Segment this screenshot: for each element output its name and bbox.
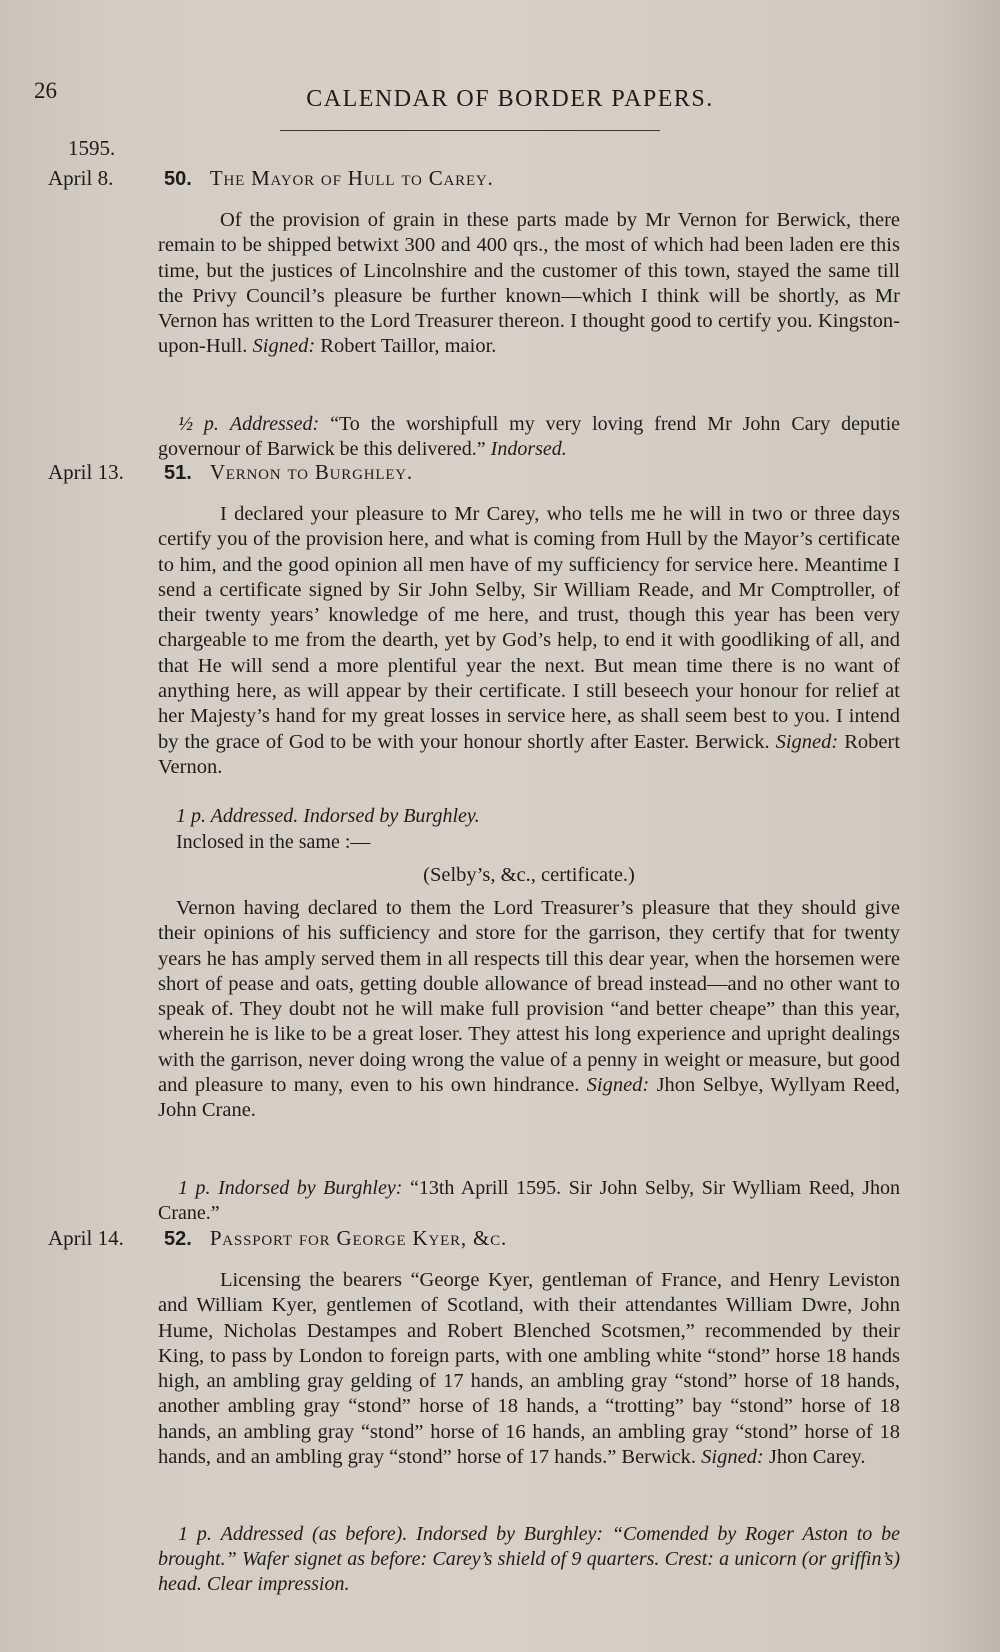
entry-body: Of the provision of grain in these parts made by Mr Vernon for Berwick, there remain to be shipped betwixt 300 and 400 qrs., the most of which had been laden ere this time, but the justices of Lincolnshire and the customer of this town, stayed the same till the Privy Council’s pleasure be further known—which I think will be shortly, as Mr Vernon has written to the Lord Treasurer thereon. I thought good to certify you. Kingston-upon-Hull. Signed: Robert Taillor, maior. — [158, 209, 900, 358]
entry-note: 1 p. Addressed. Indorsed by Burghley. — [176, 805, 480, 827]
entry-title: Vernon to Burghley. — [209, 460, 413, 484]
entry-heading — [164, 166, 494, 191]
year-label: 1595. — [68, 136, 116, 160]
entry-body: Licensing the bearers “George Kyer, gentleman of France, and Henry Leviston and William Kyer, gentlemen of Scotland, with their attendantes William Dwre, John Hume, Nicholas Destampes and Robert Blenched Scotsmen,” recommended by their King, to pass by London to foreign parts, with one ambling white “stond” horse 18 hands high, an ambling gray gelding of 17 hands, an ambling gray “stond” horse of 18 hands, another ambling gray “stond” horse of 18 hands, a “trotting” bay “stond” horse of 18 hands, an ambling gray “stond” horse of 16 hands, an ambling gray “stond” horse of 18 hands, and an ambling gray “stond” horse of 17 hands.” Berwick. Signed: Jhon Carey. — [158, 1269, 900, 1469]
page-number: 26 — [34, 78, 57, 103]
entry-note: ½ p. Addressed: “To the worshipfull my very loving frend Mr John Cary deputie governour of Barwick be this delivered.” Indorsed. — [158, 413, 901, 460]
enclosure-intro: Inclosed in the same :— — [176, 831, 371, 853]
page-header — [0, 72, 1000, 112]
entry-title: The Mayor of Hull to Carey. — [209, 166, 494, 190]
entry-body: I declared your pleasure to Mr Carey, who tells me he will in two or three days certify you of the provision here, and what is coming from Hull by the Mayor’s certificate to him, and the good opinion all men have of my sufficiency for service here. Meantime I send a certificate signed by Sir John Selby, Sir William Reade, and Mr Comptroller, of their twenty years’ knowledge of me here, and trust, though this year has been very chargeable to me from the dearth, yet by God’s help, to end it with goodliking of all, and that He will send a more plentiful year the next. But mean time there is no want of anything here, as will appear by their certificate. I still beseech your honour for relief at her Majesty’s hand for my great losses in service here, as shall seem best to you. I intend by the grace of God to be with your honour shortly after Easter. Berwick. Signed: Robert Vernon. — [158, 503, 901, 778]
running-title: CALENDAR OF BORDER PAPERS. — [306, 86, 714, 112]
header-rule — [280, 130, 660, 131]
entry-note: 1 p. Addressed (as before). Indorsed by Burghley: “Comended by Roger Aston to be brought.” Wafer signet as before: Carey’s shield of 9 quarters. Crest: a unicorn (or griffin’s) head. Clear impression. — [158, 1523, 900, 1595]
enclosure-body: Vernon having declared to them the Lord Treasurer’s pleasure that they should give their opinions of his sufficiency and store for the garrison, they certify that for twenty years he has amply served them in all respects till this dear year, when the horsemen were short of pease and oats, getting double allowance of bread instead—and no other want to speak of. They doubt not he will make full provision “and better cheape” than this year, wherein he is like to be a great loser. They attest his long experience and upright dealings with the garrison, never doing wrong the value of a penny in weight or measure, but good and pleasure to many, even to his own hindrance. Signed: Jhon Selbye, Wyllyam Reed, John Crane. — [158, 897, 901, 1122]
entry-date: April 13. — [48, 460, 124, 484]
entry-number: 52. — [164, 1228, 192, 1250]
entry-heading — [164, 1226, 507, 1251]
entry-title: Passport for George Kyer, &c. — [209, 1226, 507, 1250]
entry-number: 51. — [164, 462, 192, 484]
entry-date: April 14. — [48, 1226, 124, 1250]
enclosure-title: (Selby’s, &c., certificate.) — [423, 864, 635, 886]
entry-heading — [164, 460, 413, 485]
entry-date: April 8. — [48, 166, 114, 190]
entry-number: 50. — [164, 168, 192, 190]
enclosure-note: 1 p. Indorsed by Burghley: “13th Aprill 1595. Sir John Selby, Sir Wylliam Reed, Jhon Crane.” — [158, 1177, 900, 1224]
